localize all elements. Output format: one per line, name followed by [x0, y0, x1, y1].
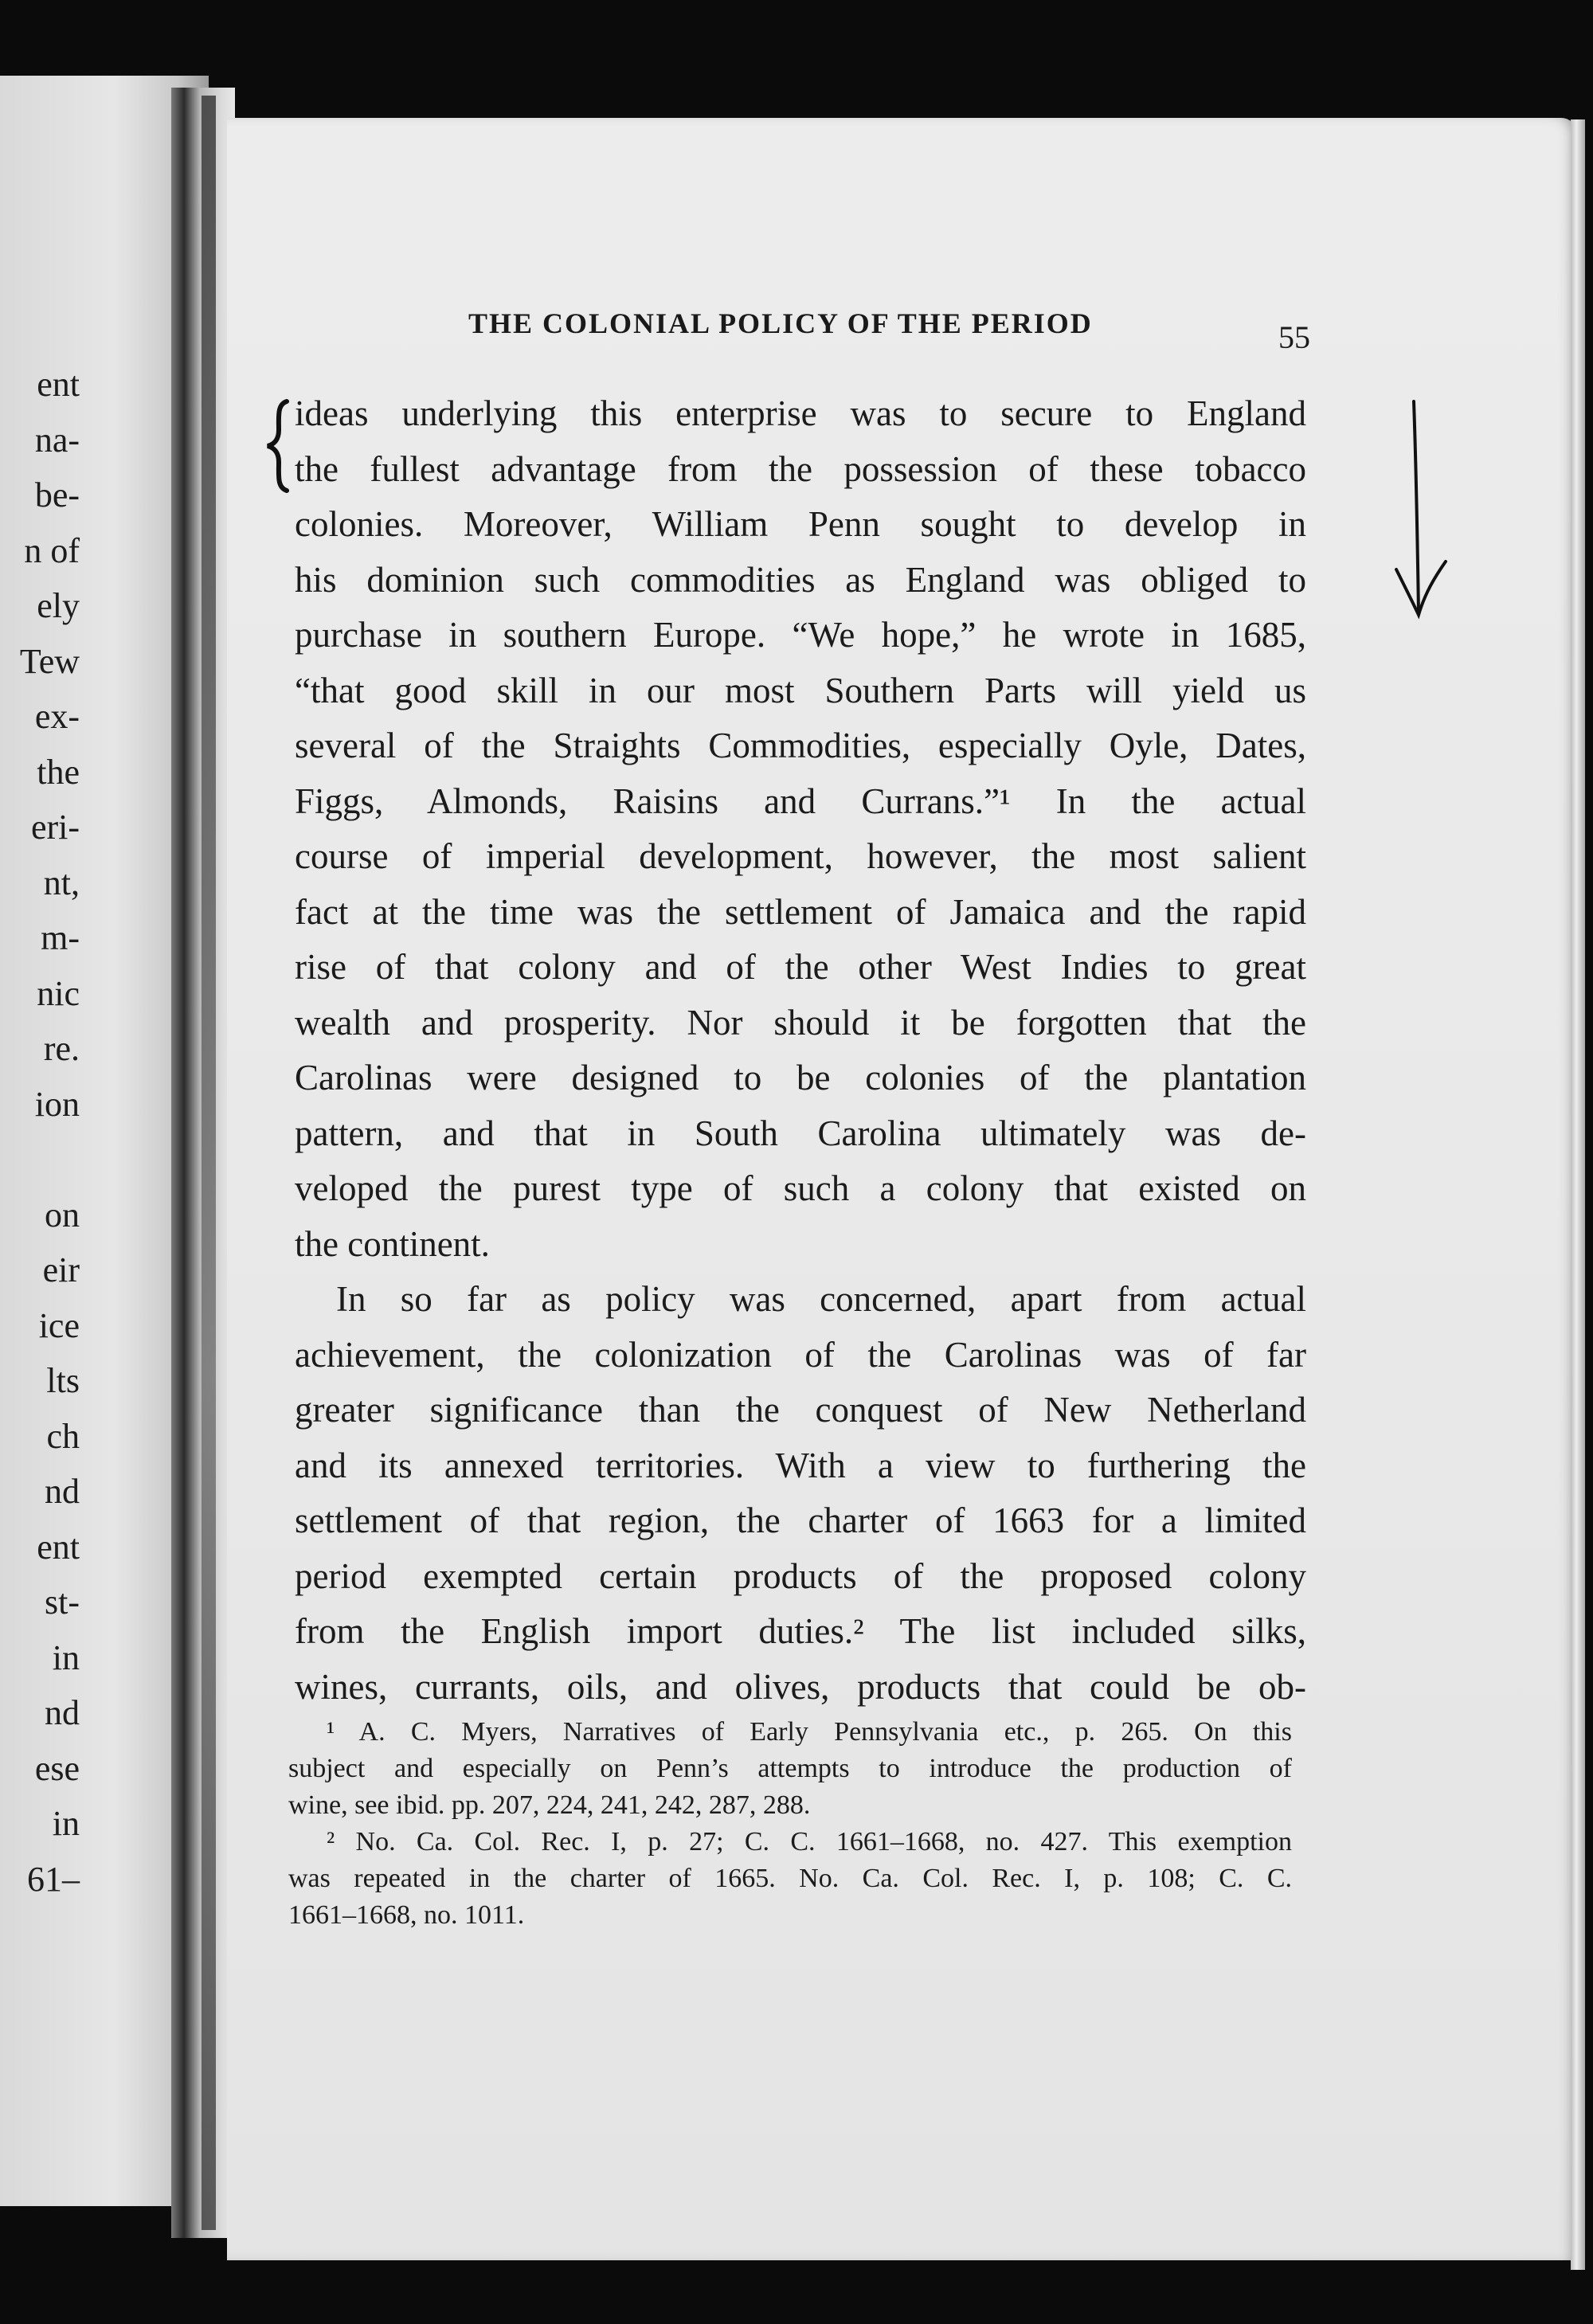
body-text: [295, 386, 1306, 1715]
page-edge: [1571, 119, 1585, 2270]
text-line: ideas underlying this enterprise was to secure to England: [295, 393, 1306, 433]
left-fragment: ely: [37, 586, 80, 625]
left-fragment: nic: [37, 973, 80, 1013]
text-line: Figgs, Almonds, Raisins and Currans.”¹ In the actual: [295, 781, 1306, 821]
text-line: rise of that colony and of the other West Indies to great: [295, 947, 1306, 987]
left-fragment: ent: [37, 1527, 80, 1567]
footnote-line: was repeated in the charter of 1665. No. Ca. Col. Rec. I, p. 108; C. C.: [288, 1864, 1292, 1893]
footnote-line: wine, see ibid. pp. 207, 224, 241, 242, 287, 288.: [288, 1790, 811, 1820]
text-line: from the English import duties.² The list included silks,: [295, 1611, 1306, 1651]
left-fragment: eri-: [30, 808, 80, 847]
handwritten-down-arrow-icon: [1382, 398, 1454, 629]
page-number: 55: [1278, 319, 1310, 355]
footnote-line: ¹ A. C. Myers, Narratives of Early Pennsylvania etc., p. 265. On this: [327, 1717, 1292, 1747]
text-line: course of imperial development, however, the most salient: [295, 836, 1306, 876]
left-page-text: [0, 357, 80, 1907]
gutter-shadow: [202, 96, 216, 2230]
left-fragment: lts: [46, 1361, 80, 1400]
text-line: wines, currants, oils, and olives, products that could be ob-: [295, 1666, 1306, 1707]
left-fragment: the: [37, 752, 80, 792]
text-line: In so far as policy was concerned, apart from actual: [336, 1279, 1306, 1319]
left-fragment: ice: [38, 1305, 80, 1345]
footnote-line: 1661–1668, no. 1011.: [288, 1900, 525, 1930]
running-head: THE COLONIAL POLICY OF THE PERIOD: [468, 307, 1093, 339]
left-fragment: m-: [41, 918, 80, 957]
left-fragment: n of: [24, 530, 80, 570]
handwritten-brace-icon: [263, 398, 292, 494]
left-fragment: ex-: [34, 697, 80, 736]
text-line: the fullest advantage from the possession of these tobacco: [295, 448, 1306, 489]
left-fragment: in: [52, 1804, 80, 1843]
left-fragment: nd: [45, 1693, 80, 1732]
left-fragment: eir: [42, 1250, 80, 1289]
text-line: settlement of that region, the charter of 1663 for a limited: [295, 1500, 1306, 1540]
text-line: achievement, the colonization of the Carolinas was of far: [295, 1334, 1306, 1375]
footnote-line: subject and especially on Penn’s attempts to introduce the production of: [288, 1754, 1292, 1783]
text-line: greater significance than the conquest of New Netherland: [295, 1390, 1306, 1430]
footnotes: [288, 1714, 1292, 1934]
left-fragment: ent: [37, 365, 80, 404]
text-line: several of the Straights Commodities, especially Oyle, Dates,: [295, 726, 1306, 765]
left-fragment: in: [52, 1637, 80, 1677]
left-fragment: nt,: [43, 863, 80, 902]
left-fragment: ese: [34, 1748, 80, 1788]
text-line: pattern, and that in South Carolina ultimately was de-: [295, 1113, 1306, 1153]
left-fragment: 61–: [27, 1859, 80, 1899]
footnote-line: ² No. Ca. Col. Rec. I, p. 27; C. C. 1661–1668, no. 427. This exemption: [327, 1827, 1292, 1856]
left-fragment: be-: [34, 475, 80, 514]
text-line: and its annexed territories. With a view to furthering the: [295, 1445, 1306, 1485]
text-line: fact at the time was the settlement of Jamaica and the rapid: [295, 891, 1306, 932]
left-fragment: na-: [34, 420, 80, 460]
text-line: his dominion such commodities as England was obliged to: [295, 559, 1306, 600]
left-fragment: Tew: [19, 641, 80, 681]
text-line: “that good skill in our most Southern Parts will yield us: [295, 670, 1306, 710]
text-line: veloped the purest type of such a colony that existed on: [295, 1168, 1306, 1208]
left-fragment: ch: [46, 1416, 80, 1456]
text-line: wealth and prosperity. Nor should it be forgotten that the: [295, 1002, 1306, 1043]
text-line: the continent.: [295, 1223, 490, 1264]
text-line: purchase in southern Europe. “We hope,” he wrote in 1685,: [295, 615, 1306, 655]
text-line: colonies. Moreover, William Penn sought to develop in: [295, 504, 1306, 544]
left-fragment: ion: [34, 1084, 80, 1124]
left-fragment-blank: [0, 1132, 80, 1187]
text-line: Carolinas were designed to be colonies of the plantation: [295, 1058, 1306, 1097]
left-fragment: re.: [43, 1029, 80, 1068]
left-fragment: st-: [45, 1583, 80, 1622]
left-fragment: nd: [45, 1472, 80, 1511]
text-line: period exempted certain products of the proposed colony: [295, 1555, 1306, 1596]
left-fragment: on: [45, 1195, 80, 1234]
